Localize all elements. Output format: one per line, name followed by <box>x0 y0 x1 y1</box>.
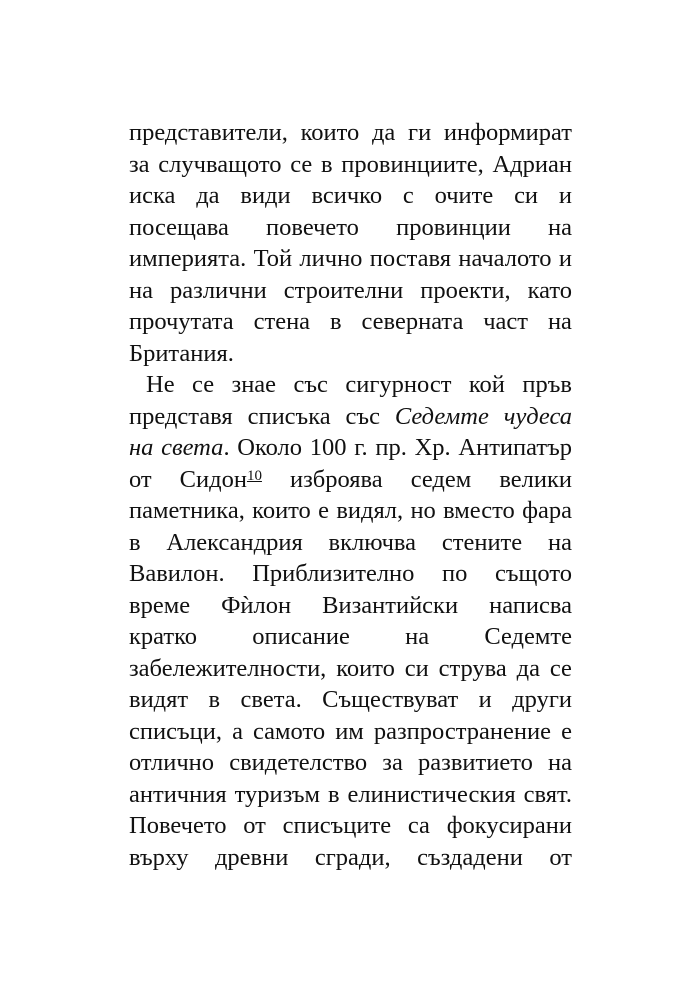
word: Антипатър <box>458 434 572 461</box>
word-part: . <box>223 434 230 461</box>
word: които <box>336 654 395 682</box>
word: които <box>300 119 360 146</box>
word: провинциите, <box>341 150 484 178</box>
word: седем <box>410 465 472 493</box>
word: Приблизително <box>252 560 415 587</box>
word: описание <box>252 623 350 650</box>
word: стените <box>441 528 523 556</box>
word-part: света <box>161 434 224 461</box>
word: други <box>512 686 572 713</box>
word: видял, <box>336 497 404 524</box>
word: да <box>371 119 396 146</box>
text-line <box>129 117 572 149</box>
word: сигурност <box>345 371 452 398</box>
word: иска <box>129 182 176 209</box>
word: представя <box>129 402 233 430</box>
word: с <box>402 182 414 209</box>
text-line <box>129 558 572 590</box>
text-line <box>129 149 572 181</box>
word: е <box>318 497 330 524</box>
word: а <box>232 717 243 745</box>
word: туризъм <box>234 780 321 808</box>
word: очите <box>434 182 494 209</box>
word: и <box>558 245 572 272</box>
word: види <box>240 182 291 209</box>
word: повечето <box>266 213 359 241</box>
word: сгради, <box>314 843 391 871</box>
word: по <box>442 560 468 587</box>
word: Византийски <box>322 591 459 619</box>
word: забележителности, <box>129 654 327 682</box>
word: кратко <box>129 623 198 650</box>
word: им <box>335 717 364 745</box>
text-line <box>129 779 572 811</box>
word: разпространение <box>373 717 551 745</box>
word: списъка <box>247 402 331 430</box>
word: кой <box>468 371 505 398</box>
word: проекти, <box>420 276 511 304</box>
word <box>180 464 262 496</box>
word: си <box>404 654 429 682</box>
word: Седемте <box>484 623 572 650</box>
word: на <box>547 749 572 776</box>
word: 100 <box>309 434 347 461</box>
word: се <box>192 371 215 398</box>
word: Седемте <box>394 402 489 430</box>
text-line <box>129 180 572 212</box>
word: видят <box>129 686 189 713</box>
word: на <box>547 528 572 556</box>
word: списъците <box>282 812 392 839</box>
word: г. <box>354 434 368 461</box>
word: Фѝлон <box>221 591 292 619</box>
word: свят. <box>523 780 572 808</box>
word: случващото <box>158 150 282 178</box>
word: в <box>328 780 340 808</box>
word: да <box>516 654 540 682</box>
word: от <box>549 843 572 871</box>
word: света. <box>240 686 302 713</box>
word: време <box>129 591 191 619</box>
word: в <box>208 686 221 713</box>
word: написва <box>489 591 572 619</box>
word: се <box>549 654 572 682</box>
word: същото <box>494 560 572 587</box>
word: отлично <box>129 749 215 776</box>
word: строителни <box>283 276 404 304</box>
word: в <box>129 528 141 556</box>
word: вместо <box>443 497 515 524</box>
word: елинистическия <box>347 780 516 808</box>
word: със <box>293 371 328 398</box>
word: е <box>561 717 572 745</box>
text-line <box>129 243 572 275</box>
word: изброява <box>289 465 383 493</box>
text-line <box>129 590 572 622</box>
footnote-ref-link[interactable]: 10 <box>246 467 262 484</box>
word: самото <box>253 717 326 745</box>
word: Той <box>253 245 293 272</box>
text-line <box>129 338 572 370</box>
word: от <box>129 465 152 493</box>
word: струва <box>438 654 507 682</box>
word: за <box>382 749 403 776</box>
word: фара <box>522 497 572 524</box>
word: паметника, <box>129 497 245 524</box>
word: Не <box>146 371 175 398</box>
word: посещава <box>129 213 229 241</box>
word: в <box>321 150 333 178</box>
word: за <box>129 150 150 178</box>
page-body-text <box>129 117 572 873</box>
word: развитието <box>418 749 533 776</box>
text-line <box>129 527 572 559</box>
word: включва <box>328 528 417 556</box>
word: чудеса <box>503 402 572 430</box>
word: се <box>290 150 313 178</box>
word: Повечето <box>129 812 227 839</box>
word: част <box>483 308 529 335</box>
word: началото <box>458 245 552 272</box>
text-line <box>129 464 572 496</box>
word: са <box>407 812 430 839</box>
word: на <box>405 623 430 650</box>
text-line <box>129 306 572 338</box>
word-part: Сидон <box>179 465 247 493</box>
word: и <box>558 182 572 209</box>
word: информират <box>443 119 572 146</box>
word: фокусирани <box>446 812 572 839</box>
word: да <box>196 182 220 209</box>
word: всичко <box>311 182 383 209</box>
word: Хр. <box>414 434 451 461</box>
word: на <box>129 434 154 461</box>
word: пръв <box>522 371 572 398</box>
word: империята. <box>129 245 247 272</box>
word: и <box>478 686 492 713</box>
text-line <box>129 684 572 716</box>
word: на <box>548 213 572 241</box>
word: на <box>547 308 572 335</box>
text-line <box>129 369 572 401</box>
text-line <box>129 716 572 748</box>
word: стена <box>253 308 311 335</box>
word: северната <box>361 308 464 335</box>
word: Британия. <box>129 339 234 367</box>
word: античния <box>129 780 227 808</box>
word <box>161 432 229 464</box>
word: Вавилон. <box>129 560 225 587</box>
word: които <box>252 497 311 524</box>
word: представители, <box>129 119 288 146</box>
text-line <box>129 432 572 464</box>
word: списъци, <box>129 717 222 745</box>
word: но <box>410 497 436 524</box>
text-line <box>129 810 572 842</box>
word: Адриан <box>492 150 572 178</box>
text-line <box>129 747 572 779</box>
word: Около <box>237 434 303 461</box>
word: върху <box>129 843 189 871</box>
word: със <box>345 402 380 430</box>
word: ги <box>408 119 432 146</box>
text-line <box>129 495 572 527</box>
text-line <box>129 653 572 685</box>
word: лично <box>299 245 363 272</box>
word: поставя <box>369 245 452 272</box>
word: знае <box>231 371 277 398</box>
word: пр. <box>375 434 407 461</box>
text-line <box>129 212 572 244</box>
word: свидетелство <box>229 749 368 776</box>
word: от <box>243 812 266 839</box>
text-line <box>129 621 572 653</box>
word: различни <box>170 276 267 304</box>
word: велики <box>499 465 572 493</box>
text-line <box>129 401 572 433</box>
text-line <box>129 275 572 307</box>
word: на <box>129 276 153 304</box>
word: прочутата <box>129 308 234 335</box>
word: древни <box>214 843 289 871</box>
word: Съществуват <box>322 686 459 713</box>
word: в <box>329 308 342 335</box>
word: създадени <box>417 843 523 871</box>
word: си <box>514 182 539 209</box>
word: Александрия <box>166 528 303 556</box>
text-line <box>129 842 572 874</box>
word: като <box>527 276 572 304</box>
word: провинции <box>396 213 511 241</box>
